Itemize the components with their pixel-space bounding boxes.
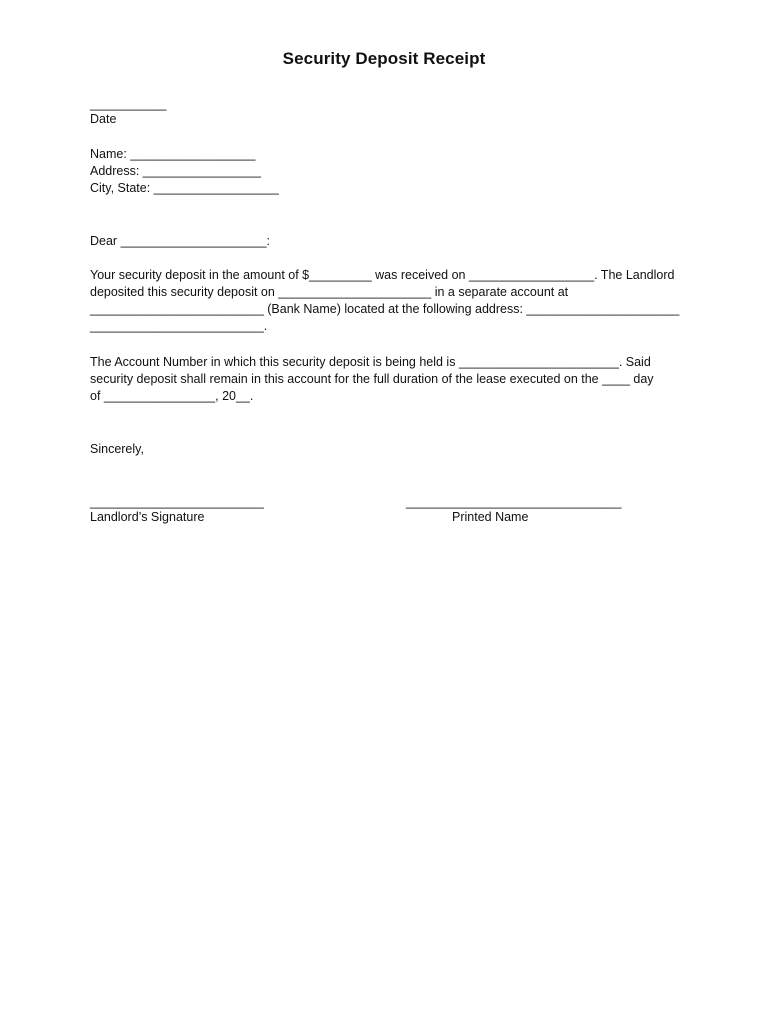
- name-field-line: Name: __________________: [90, 147, 256, 161]
- landlord-signature-line: _________________________: [90, 495, 264, 509]
- document-title: Security Deposit Receipt: [282, 49, 486, 68]
- landlord-signature-label: Landlord’s Signature: [90, 510, 205, 524]
- date-blank: ___________: [90, 97, 167, 111]
- date-label: Date: [90, 112, 117, 126]
- paragraph-line: _________________________ (Bank Name) located at the following address: ______________________: [90, 302, 680, 316]
- address-field-line: Address: _________________: [90, 164, 261, 178]
- paragraph-line: of ________________, 20__.: [90, 389, 254, 403]
- salutation: Dear _____________________:: [90, 234, 271, 248]
- printed-name-label: Printed Name: [452, 510, 529, 524]
- paragraph-line: security deposit shall remain in this account for the full duration of the lease executed on the ____ day: [90, 372, 654, 386]
- city-state-field-line: City, State: __________________: [90, 181, 279, 195]
- paragraph-line: deposited this security deposit on ______________________ in a separate account at: [90, 285, 569, 299]
- paragraph-line: Your security deposit in the amount of $_________ was received on __________________. The Landlord: [90, 268, 675, 282]
- paragraph-line: The Account Number in which this security deposit is being held is _______________________. Said: [90, 355, 651, 369]
- paragraph-line: _________________________.: [90, 319, 268, 333]
- printed-name-line: _______________________________: [406, 495, 622, 509]
- closing: Sincerely,: [90, 442, 144, 456]
